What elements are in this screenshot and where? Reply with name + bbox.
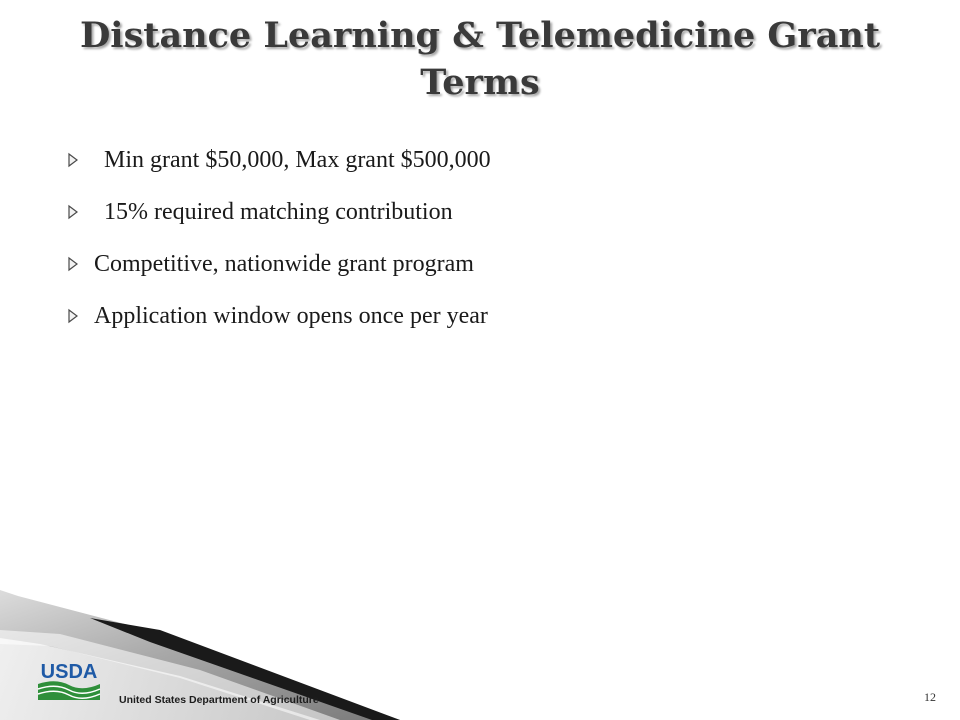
slide-title: Distance Learning & Telemedicine Grant Terms [79,15,881,103]
usda-logo [36,658,102,700]
page-number: 12 [924,690,936,704]
usda-logo-text: USDA [40,661,98,683]
triangle-right-icon [62,253,84,275]
bullet-item [62,250,491,278]
bullet-item [62,302,491,330]
triangle-right-icon [62,201,84,223]
triangle-right-icon [62,305,84,327]
bullet-text: 15% required matching contribution [104,198,453,225]
bullet-list [62,146,491,354]
bullet-item [62,198,491,226]
triangle-right-icon [62,149,84,171]
bullet-text: Min grant $50,000, Max grant $500,000 [104,146,491,173]
department-name: United States Department of Agriculture [119,694,319,706]
bullet-text: Competitive, nationwide grant program [94,250,474,277]
bullet-text: Application window opens once per year [94,302,488,329]
bullet-item [62,146,491,174]
